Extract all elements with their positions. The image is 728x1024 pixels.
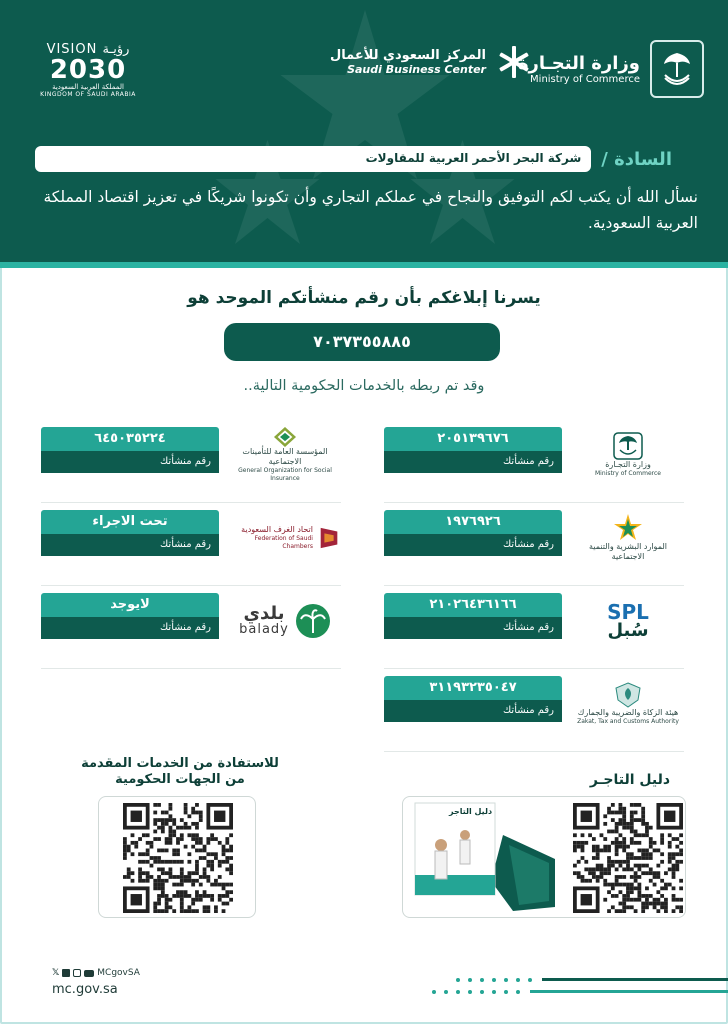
row-divider [41,585,341,586]
spl-arabic-mark: سُبل [607,620,649,641]
agency-name-ar: هيئة الزكاة والضريبة والجمارك [577,708,679,717]
addressee-name: شركة البحر الأحمر العربية للمقاولات [35,146,591,172]
service-number: تحت الاجراء [41,510,219,534]
service-card-hrsd [384,510,684,576]
gov-services-qr-code-icon[interactable] [123,803,233,913]
row-divider [384,502,684,503]
zatca-logo-icon [572,676,684,732]
website-link[interactable]: mc.gov.sa [52,982,118,997]
sbc-arabic-name: المركز السعودي للأعمال [330,48,486,63]
unified-number-badge: ٧٠٣٧٣٥٥٨٨٥ [224,323,500,361]
agency-name-en: Federation of Saudi Chambers [254,535,313,550]
row-divider [41,668,341,669]
agency-name-en: General Organization for Social Insurance [238,467,332,482]
moc-arabic-name: وزارة التجـارة [517,53,640,74]
service-number-label: رقم منشأتك [384,700,562,722]
service-number-label: رقم منشأتك [384,617,562,639]
service-number-label: رقم منشأتك [384,534,562,556]
addressee-row [35,146,672,172]
linked-services-text: وقد تم ربطه بالخدمات الحكومية التالية.. [243,378,485,394]
fsc-logo-icon [229,510,341,566]
service-number-label: رقم منشأتك [41,534,219,556]
facebook-icon[interactable] [62,969,70,977]
service-number-label: رقم منشأتك [384,451,562,473]
agency-name-ar: المؤسسة العامة للتأمينات الاجتماعية [242,447,328,466]
service-card-balady [41,593,341,659]
moc-emblem-icon [572,427,684,483]
service-number: ٣١١٩٣٢٣٥٠٤٧ [384,676,562,700]
gov-services-qr-title-line1: للاستفادة من الخدمات المقدمة [81,756,279,771]
social-handle[interactable]: MCgovSA [97,968,140,978]
service-card-spl [384,593,684,659]
service-number-label: رقم منشأتك [41,451,219,473]
service-number: ٦٤٥٠٣٥٢٢٤ [41,427,219,451]
vision-year: 2030 [49,55,127,85]
row-divider [41,502,341,503]
agency-name-en: Ministry of Commerce [595,470,661,477]
row-divider [384,751,684,752]
agency-name-ar: اتحاد الغرف السعودية [241,525,313,534]
header-banner [0,0,728,268]
sbc-english-name: Saudi Business Center [347,63,486,76]
gov-services-qr-card[interactable] [98,796,256,918]
agency-name-ar: وزارة التجـارة [605,460,651,469]
sbc-star-icon [494,42,534,82]
vision-kingdom-english: KINGDOM OF SAUDI ARABIA [40,91,136,98]
service-number-label: رقم منشأتك [41,617,219,639]
service-card-zatca [384,676,684,742]
balady-english-mark: balady [239,622,289,637]
service-number: لايوجد [41,593,219,617]
merchant-guide-qr-card[interactable] [402,796,686,918]
footer [52,968,140,997]
vision-arabic: رؤيـة [102,42,130,57]
service-card-moc [384,427,684,493]
addressee-label: السادة / [601,148,672,170]
vision-english: VISION [46,42,98,57]
balady-arabic-mark: بلدي [243,603,285,624]
booklet-title: دليل التاجر [449,807,493,816]
agency-name-en: Zakat, Tax and Customs Authority [577,718,679,725]
service-card-fsc [41,510,341,576]
header-stripe [0,262,728,268]
moc-english-name: Ministry of Commerce [530,74,640,85]
row-divider [384,668,684,669]
vision-2030-logo [40,42,136,98]
balady-logo-icon [229,593,341,649]
youtube-icon[interactable] [84,970,94,977]
spl-english-mark: SPL [607,600,649,624]
service-card-gosi [41,427,341,493]
x-icon[interactable]: 𝕏 [52,968,60,978]
saudi-business-center-logo [330,42,534,82]
decorative-dots-icon [430,978,728,998]
announcement-heading: يسرنا إبلاغكم بأن رقم منشأتكم الموحد هو [187,288,541,308]
row-divider [384,585,684,586]
gov-services-qr-title-line2: من الجهات الحكومية [115,772,245,787]
hrsd-logo-icon [572,510,684,566]
spl-logo-icon [572,593,684,649]
merchant-guide-title: دليل التاجـر [589,772,671,788]
agency-name-ar: الموارد البشرية والتنمية الاجتماعية [589,542,667,561]
service-number: ١٩٧٦٩٢٦ [384,510,562,534]
instagram-icon[interactable] [73,969,81,977]
service-number: ٢١٠٢٦٤٣٦١٦٦ [384,593,562,617]
gosi-logo-icon [229,427,341,483]
greeting-text: نسأل الله أن يكتب لكم التوفيق والنجاح في عملكم التجاري وأن تكونوا شريكًا في تعزيز اقتصاد المملكة العربية السعودية. [43,188,698,232]
vision-kingdom-arabic: المملكة العربية السعودية [52,83,124,91]
ministry-of-commerce-logo [518,40,704,98]
gov-services-qr-title [70,756,290,788]
moc-emblem-icon [650,40,704,98]
social-row [52,968,140,978]
merchant-guide-booklet-icon [413,801,563,913]
merchant-guide-qr-code-icon[interactable] [573,803,683,913]
service-number: ٢٠٥١٣٩٦٧٦ [384,427,562,451]
